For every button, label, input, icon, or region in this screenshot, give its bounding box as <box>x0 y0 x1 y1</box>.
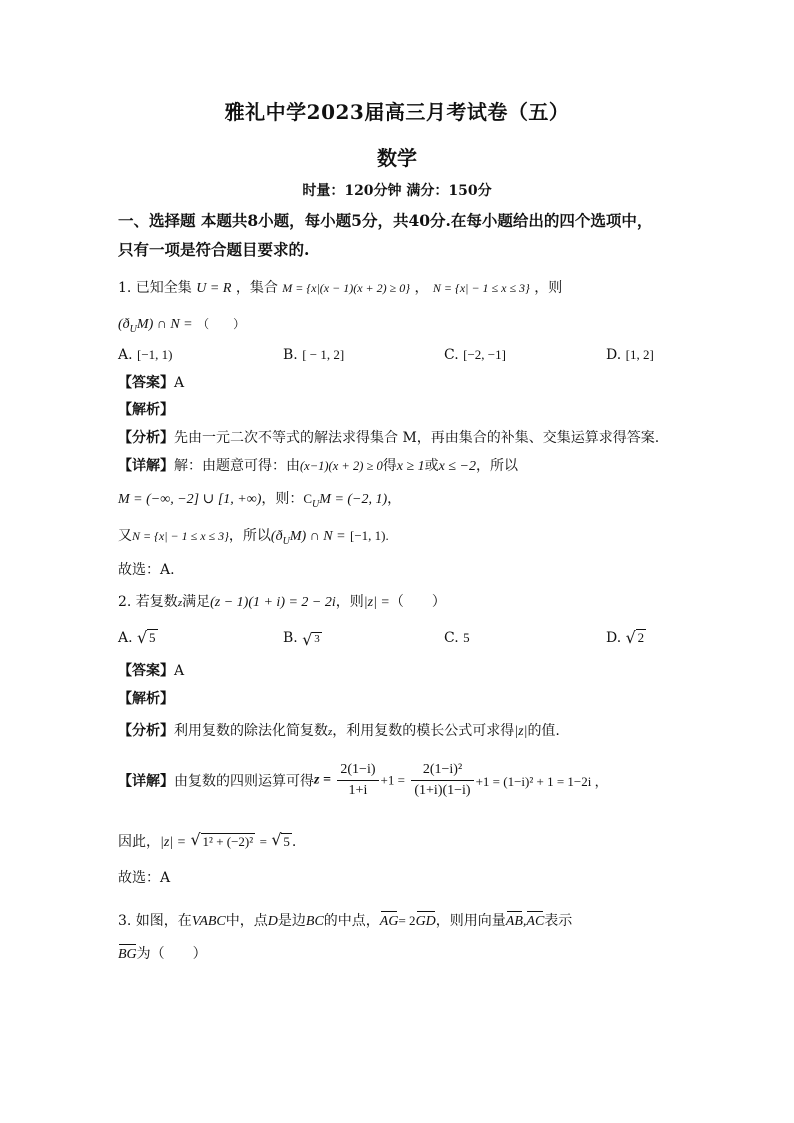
stem-text: 中，点 <box>225 913 268 929</box>
fraction-denominator: (1+i)(1−i) <box>414 783 471 798</box>
q1-detail-line1 <box>118 456 518 477</box>
sqrt-symbol <box>626 630 647 646</box>
detail-tag: 【详解】 <box>118 773 174 790</box>
conclusion-radicand: 1² + (−2)² <box>202 834 254 849</box>
stem-math: D <box>267 914 278 929</box>
fenxi-text: ，利用复数的模长公式可求得 <box>332 723 515 739</box>
q1-universal-set: U = R <box>196 281 232 296</box>
detail-text: ，则： <box>261 491 304 507</box>
detail-math: N = {x| − 1 ≤ x ≤ 3} <box>132 529 229 543</box>
stem-text: ，则用向量 <box>435 913 506 929</box>
detail-math: M) ∩ N = <box>289 529 346 544</box>
option-value: [1, 2] <box>625 347 654 362</box>
fenxi-text: 先由一元二次不等式的解法求得集合 M，再由集合的补集、交集运算求得答案. <box>174 430 660 446</box>
detail-text: 或 <box>424 458 439 474</box>
stem-math: (z − 1)(1 + i) = 2 − 2i <box>210 595 336 610</box>
stem-math: , <box>522 914 527 929</box>
q2-stem <box>118 592 446 613</box>
option-letter: B. <box>283 347 298 363</box>
fraction-2 <box>411 760 473 801</box>
q2-option-d <box>606 630 646 646</box>
option-value: [ − 1, 2] <box>302 347 345 362</box>
conclusion-math: = <box>259 834 267 849</box>
q2-option-c <box>444 630 470 646</box>
q2-analysis-tag: 【解析】 <box>118 691 174 707</box>
q2-fenxi <box>118 721 560 742</box>
q1-stem-line1 <box>118 278 562 299</box>
option-value: 2 <box>637 630 645 645</box>
q1-intersection-expr: M) ∩ N = <box>136 317 193 332</box>
q1-option-a <box>118 347 173 363</box>
stem-text: 为（ ） <box>136 946 207 962</box>
q2-option-a <box>118 630 158 646</box>
detail-math: x ≤ −2 <box>438 459 476 474</box>
stem-math: = 2 <box>398 913 416 928</box>
sqrt-symbol <box>302 632 322 645</box>
option-letter: A. <box>118 630 133 646</box>
section-heading-line1: 一、选择题 本题共8小题，每小题5分，共40分.在每小题给出的四个选项中， <box>118 211 653 230</box>
vector-ab: AB <box>506 912 523 932</box>
conclusion-result: 5 <box>283 834 290 849</box>
exam-subject: 数学 <box>377 146 417 170</box>
q1-detail-line3 <box>118 526 389 552</box>
q2-choose: 故选：A <box>118 870 171 886</box>
answer-tag: 【答案】 <box>118 375 174 391</box>
fraction-1 <box>337 760 378 801</box>
option-value: [−1, 1) <box>137 347 173 362</box>
detail-text: ， <box>387 491 402 507</box>
fenxi-text: 利用复数的除法化简复数 <box>174 723 328 739</box>
q1-complement-expr: (ð <box>118 317 130 332</box>
q1-answer <box>118 373 184 393</box>
q1-option-c <box>444 347 506 363</box>
q1-then: ，则 <box>534 280 563 296</box>
option-value: 5 <box>463 630 470 645</box>
detail-text: 得 <box>382 458 397 474</box>
sqrt-symbol <box>271 832 292 852</box>
option-letter: B. <box>283 630 298 646</box>
detail-math: +1 = (1−i)² + 1 = 1−2i ， <box>475 774 608 789</box>
stem-math: z <box>177 597 183 609</box>
stem-text: 的中点， <box>323 913 380 929</box>
q1-blank-paren: （ ） <box>197 317 246 331</box>
fenxi-math: |z| <box>514 724 528 739</box>
q1-analysis-tag: 【解析】 <box>118 402 174 418</box>
detail-sub: U <box>282 535 290 547</box>
stem-text: 满足 <box>182 594 211 610</box>
q2-conclusion <box>118 832 296 853</box>
q1-comma: ， <box>414 280 429 296</box>
detail-tag: 【详解】 <box>118 458 174 474</box>
fraction-numerator: 2(1−i)² <box>411 760 473 781</box>
detail-math: z = <box>314 772 331 788</box>
vector-ac: AC <box>526 912 544 932</box>
stem-math: BC <box>305 914 324 929</box>
q1-set-label: ，集合 <box>235 280 278 296</box>
q1-fenxi <box>118 428 659 448</box>
q3-stem-line1 <box>118 911 572 932</box>
stem-math: VABC <box>191 914 226 929</box>
q1-option-d <box>606 347 654 363</box>
detail-math: C <box>303 491 313 506</box>
fenxi-tag: 【分析】 <box>118 430 174 446</box>
conclusion-text: 因此， <box>118 834 160 850</box>
answer-value: A <box>174 375 185 391</box>
q1-choose: 故选：A. <box>118 562 175 578</box>
q2-detail <box>118 760 608 801</box>
answer-value: A <box>174 663 185 679</box>
q1-prefix: 1. 已知全集 <box>118 280 192 296</box>
detail-math: (x−1)(x + 2) ≥ 0 <box>300 459 383 473</box>
sqrt-symbol <box>191 832 256 852</box>
sqrt-symbol <box>137 630 158 646</box>
stem-text: ，则 <box>335 594 364 610</box>
fenxi-tag: 【分析】 <box>118 723 174 739</box>
vector-bg: BG <box>118 945 137 965</box>
detail-text: 又 <box>118 528 132 544</box>
q1-complement-sub: U <box>129 323 137 335</box>
q1-option-b <box>283 347 344 363</box>
option-letter: D. <box>606 630 622 646</box>
stem-text: 表示 <box>544 913 573 929</box>
fraction-denominator: 1+i <box>348 783 368 798</box>
q1-stem-line2 <box>118 314 245 340</box>
detail-math: +1 = <box>380 772 405 788</box>
option-letter: A. <box>118 347 133 363</box>
q1-detail-line2 <box>118 489 401 515</box>
q1-set-N: N = {x| − 1 ≤ x ≤ 3} <box>432 281 530 295</box>
exam-title: 雅礼中学2023届高三月考试卷（五） <box>224 100 570 124</box>
stem-text: 是边 <box>277 913 306 929</box>
vector-ag: AG <box>380 912 399 932</box>
q2-answer <box>118 661 184 681</box>
detail-math: [−1, 1). <box>350 528 389 543</box>
detail-sub: U <box>312 498 320 510</box>
stem-text: 2. 若复数 <box>118 594 178 610</box>
fenxi-text: 的值. <box>527 723 560 739</box>
option-value: 5 <box>149 630 156 645</box>
stem-math: |z| = <box>363 595 390 610</box>
conclusion-math: |z| = <box>160 835 187 850</box>
q1-set-M: M = {x|(x − 1)(x + 2) ≥ 0} <box>282 281 411 295</box>
option-value: [−2, −1] <box>463 347 506 362</box>
conclusion-text: . <box>291 834 297 850</box>
option-value: 3 <box>314 633 320 645</box>
fenxi-math: z <box>328 726 333 738</box>
detail-math: x ≥ 1 <box>396 459 425 474</box>
q2-option-b <box>283 630 322 646</box>
answer-tag: 【答案】 <box>118 663 174 679</box>
detail-text: 解：由题意可得：由 <box>174 458 300 474</box>
stem-text: 3. 如图，在 <box>118 913 192 929</box>
option-letter: C. <box>444 347 459 363</box>
time-info: 时量：120分钟 满分：150分 <box>302 183 492 199</box>
detail-text: ，所以 <box>228 528 271 544</box>
detail-math: M = (−∞, −2] ∪ [1, +∞) <box>118 492 262 507</box>
fraction-numerator: 2(1−i) <box>337 760 378 781</box>
stem-paren: （ ） <box>389 594 446 610</box>
detail-math: M = (−2, 1) <box>319 492 388 507</box>
detail-text: 由复数的四则运算可得 <box>174 773 314 790</box>
option-letter: D. <box>606 347 622 363</box>
detail-math: (ð <box>270 529 283 544</box>
vector-gd: GD <box>416 912 436 932</box>
option-letter: C. <box>444 630 459 646</box>
detail-text: ，所以 <box>476 458 518 474</box>
section-heading-line2: 只有一项是符合题目要求的. <box>118 240 310 259</box>
q3-stem-line2 <box>118 944 207 965</box>
